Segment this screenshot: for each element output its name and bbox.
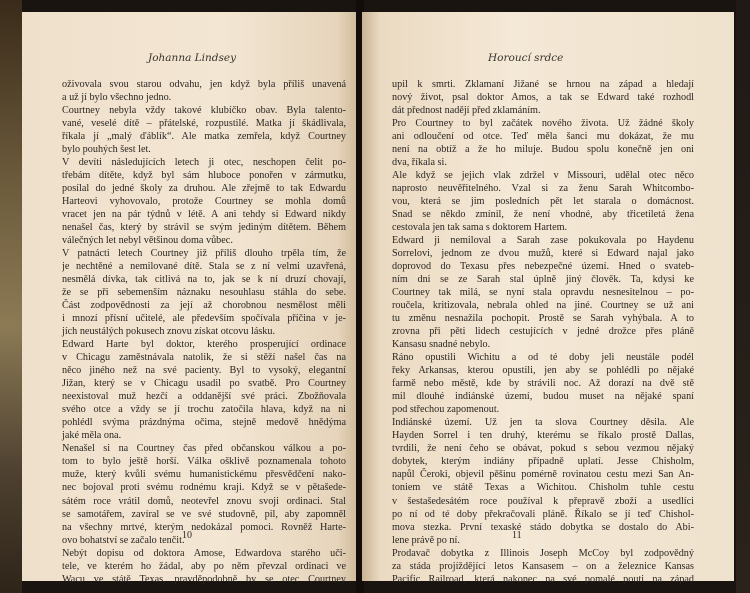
text-line: vané, veselé dítě – přátelské, rozpustilé. Matka jí škádlivala, [62,118,346,130]
text-line: Hayden Sorrel i ten druhý, kterému se říkalo prostě Dallas, [392,430,694,442]
text-line: Courtney tak milá, se nyní stala opravdu nesnesitelnou – po- [392,287,694,299]
text-line: posílal do jedné školy za druhou. Ale zřejmě to tak Edwardu [62,183,346,195]
text-line: svého otce a vždy se jí trochu zatočila hlava, když na ni [62,404,346,416]
text-line: vou, která se jim posledních pět let starala o domácnost. [392,196,694,208]
text-line: Nenašel si na Courtney čas před občanskou válkou a po- [62,443,346,455]
text-line: že se při sebemenším náznaku nesouhlasu stáhla do sebe. [62,287,346,299]
text-line: v šestašedesátém roce používal k přepravě zboží a usedlíci [392,495,694,507]
text-line: Indiánské území. Už jen ta slova Courtney děsila. Ale [392,417,694,429]
text-line: nesmělá dívka, tak citlivá na to, jak se k ní druzí chovají, [62,274,346,286]
text-line: muže, který kvůli svému humanistickému přesvědčení nako- [62,469,346,481]
text-line: toniem ve státě Texas a Wichitou. Chisholm tuhle cestu [392,482,694,494]
right-page-text [392,78,694,586]
text-line: ani odloučení od otce. Teď měla šanci mu dokázat, že mu [392,131,694,143]
text-line: farmě nebo městě, kde by strávili noc. Až dorazí na dvě stě [392,378,694,390]
text-line: Ale když se jejich vlak zdržel v Missouri, udělal otec něco [392,170,694,182]
text-line: se samotářem, zavíral se ve své studovně, pil, aby zapomněl [62,508,346,520]
text-line: i mnozí přísní učitelé, ale především spočívala příčina v je- [62,313,346,325]
text-line: pod střechou zapomenout. [392,404,500,416]
text-line: a už jí bylo všechno jedno. [62,92,172,104]
text-line: v Chicagu zaměstnávala natolik, že si stěží našel čas na [62,352,346,364]
text-line: dobytek, kterým indiány případně uplatí. Jesse Chisholm, [392,456,694,468]
text-line: bylo pouhých šest let. [62,144,151,156]
text-line: Nebýt dopisu od doktora Amose, Edwardova starého uči- [62,547,346,559]
text-line: Edward ji nemiloval a Sarah zase pokukovala po Haydenu [392,235,694,247]
text-line: Ráno opustili Wichitu a od té doby jeli neustále podél [392,352,694,364]
text-line: dva, říkala si. [392,157,447,169]
text-line: upil k smrti. Zklamaní Jižané se hrnou na západ a hledají [392,79,694,90]
text-line: mil dlouhé indiánské území, budou muset na nějaké spaní [392,391,694,403]
text-line: V devíti následujících letech ji otec, neschopen čelit po- [62,157,346,169]
text-line: nenašel čas, který by strávil se svým jediným dítětem. Během [62,222,346,234]
text-line: ovo bohatství se začalo tenčit. [62,534,185,546]
text-line: Pacific Railroad, která nakonec na své pomalé pouti na západ [392,573,694,585]
left-page-number: 10 [182,530,192,541]
text-line: třebám dítěte, když byl sám hluboce ponořen v zármutku, [62,170,346,182]
text-line: Část zodpovědnosti za její až chorobnou nesmělost měli [62,300,346,312]
right-running-head: Horoucí srdce [488,52,564,64]
text-line: sátém roce vrátil domů, neotevřel znovu svoji ordinaci. Stal [62,495,346,507]
text-line: Pro Courtney to byl začátek nového života. Už žádné školy [392,118,694,130]
text-line: jaké měla ona. [62,430,122,442]
text-line: doprovod do Texasu přes nebezpečné území. Hned o svateb- [392,261,694,273]
text-line: tvrdili, že není čeho se obávat, pokud s sebou vezmou nějaký [392,443,694,455]
text-line: není na obtíž a že ho miluje. Budou spolu konečně jen oni [392,144,694,156]
text-line: tu změnu nesnažila pochopit. Prostě se Sarah vyhýbala. A to [392,313,694,325]
text-line: napůl Čeroki, objevil pěšinu pomérně rovinatou cestu mezi San An- [392,469,694,481]
text-line: Kansasu snadné nebylo. [392,339,491,351]
book-cover-edge-right [736,0,750,593]
text-line: tele, ve kterém ho žádal, aby po něm převzal ordinaci ve [62,560,346,572]
text-line: lene právě po ní. [392,534,460,546]
book-cover-edge-left [0,0,22,593]
text-line: jích neustálých pokusech znovu získat otcovu lásku. [62,326,276,338]
text-line: neexistoval muž hezčí a oddanější své práci. Zbožňovala [62,391,346,403]
text-line: řeky Arkansas, kterou opustili, jen aby se pohlédli po nějaké [392,365,694,377]
text-line: říkala jí „malý ďáblík“. Ale matka zemřela, když Courtney [62,131,346,143]
text-line: mova stezka. První texaské stádo dobytka se dostalo do Abi- [392,521,694,533]
text-line: Prodavač dobytka z Illinois Joseph McCoy byl zodpovědný [392,547,694,559]
text-line: válečných let nebyl většinou doma vůbec. [62,235,233,247]
text-line: Snad se někdo zmínil, že není vhodné, aby třicetiletá žena [392,209,694,221]
text-line: Edward Harte byl doktor, kterého prosperující ordinace [62,339,346,351]
text-line: je nechtěné a nemilované dítě. Stala se z ní velmi uzavřená, [62,261,346,273]
text-line: zrovna při pěti lidech cestujících v jedné drožce přes pláně [392,326,694,338]
left-running-head: Johanna Lindsey [148,52,237,64]
text-line: po ní od té doby překračovali pláně. Říkalo se jí teď Chishol- [392,508,694,520]
text-line: nový život, psal doktor Amos, a tak se Edward také rozhodl [392,92,694,104]
text-line: dát přednost nadějí před zklamáním. [392,105,541,117]
text-line: vracet jen na pár týdnů v létě. A ani tehdy si Edward nikdy [62,209,346,221]
text-line: pohlédl svýma prázdnýma očima, stejně medově hnědýma [62,417,346,429]
text-line: Jižan, který se v Chicagu usadil po svatbě. Pro Courtney [62,378,346,390]
text-line: nec bojoval proti svému rodnému kraji. Když se v pětašede- [62,482,346,494]
text-line: tom to bylo ještě horší. Válka ošklivě poznamenala tohoto [62,456,346,468]
text-line: oživovala svou starou odvahu, jen když byla příliš unavená [62,79,346,90]
text-line: za stáda projíždějící letos Kansasem – on a železnice Kansas [392,560,694,572]
text-line: ním dni se ze Sarah stal úplně jiný člověk. Ta, kdysi ke [392,274,694,286]
text-line: na všechny mrtvé, kterým nedokázal pomoci. Rovněž Harte- [62,521,346,533]
text-line: V patnácti letech Courtney již příliš dlouho trpěla tím, že [62,248,346,260]
right-page [362,12,734,585]
right-page-number: 11 [512,530,522,541]
text-line: Wacu ve státě Texas, pravděpodobně by se otec Courtney [62,573,346,585]
text-line: naprosto neuvěřitelného. Vzal si za ženu Sarah Whitcombo- [392,183,694,195]
left-page [22,12,358,585]
text-line: něco jiného než na své pacienty. Byl to vysoký, elegantní [62,365,346,377]
text-line: Courtney nebyla vždy takové klubíčko obav. Byla talento- [62,105,346,117]
text-line: roučela, kritizovala, nebrala ohled na jiné. Courtney se už ani [392,300,694,312]
text-line: Harteovi vyhovovalo, protože Courtney se mohla domů [62,196,346,208]
left-page-text [62,78,346,586]
text-line: Sorrelovi, jednom ze dvou mužů, které si Edward najal jako [392,248,694,260]
text-line: cestovala jen tak sama s doktorem Hartem. [392,222,568,234]
